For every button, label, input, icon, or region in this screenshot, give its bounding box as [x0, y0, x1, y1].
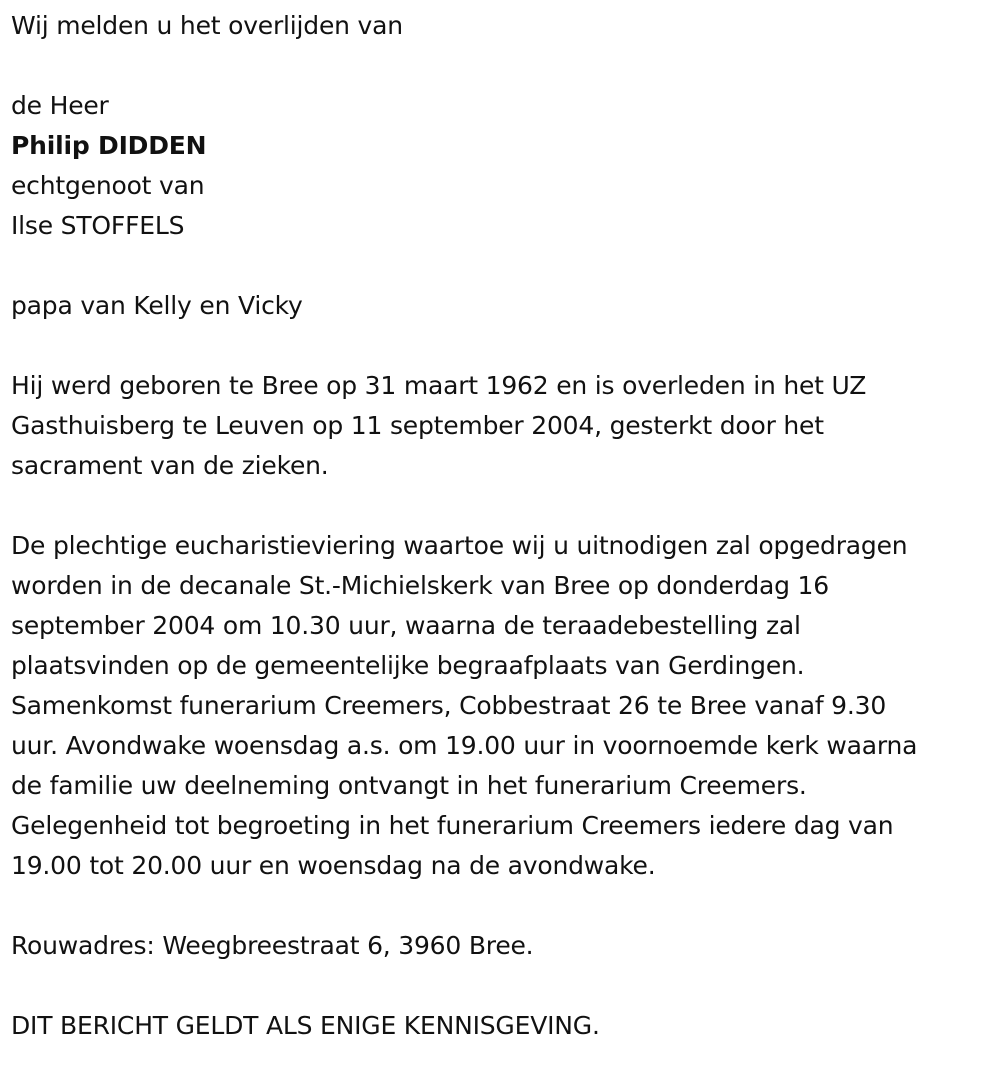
ceremony-paragraph [11, 526, 991, 886]
birth-death-paragraph [11, 366, 991, 486]
intro-text: Wij melden u het overlijden van [11, 11, 403, 40]
paragraph-line: worden in de decanale St.-Michielskerk van Bree op donderdag 16 [11, 571, 829, 600]
spacer [11, 966, 991, 1006]
spacer [11, 326, 991, 366]
deceased-name: Philip DIDDEN [11, 131, 207, 160]
spacer [11, 246, 991, 286]
paragraph-line: 19.00 tot 20.00 uur en woensdag na de avondwake. [11, 851, 656, 880]
salutation-text: de Heer [11, 91, 109, 120]
paragraph-line: De plechtige eucharistieviering waartoe wij u uitnodigen zal opgedragen [11, 531, 908, 560]
spouse-name: Ilse STOFFELS [11, 211, 185, 240]
paragraph-line: Hij werd geboren te Bree op 31 maart 1962 en is overleden in het UZ [11, 371, 867, 400]
paragraph-line: de familie uw deelneming ontvangt in het funerarium Creemers. [11, 771, 807, 800]
paragraph-line: plaatsvinden op de gemeentelijke begraafplaats van Gerdingen. [11, 651, 805, 680]
spouse-relation-text: echtgenoot van [11, 171, 205, 200]
closing-statement: DIT BERICHT GELDT ALS ENIGE KENNISGEVING. [11, 1011, 600, 1040]
mourning-address: Rouwadres: Weegbreestraat 6, 3960 Bree. [11, 931, 534, 960]
spacer [11, 486, 991, 526]
paragraph-line: september 2004 om 10.30 uur, waarna de teraadebestelling zal [11, 611, 801, 640]
paragraph-line: sacrament van de zieken. [11, 451, 329, 480]
paragraph-line: Gelegenheid tot begroeting in het funerarium Creemers iedere dag van [11, 811, 894, 840]
death-notice [11, 6, 991, 1046]
paragraph-line: Samenkomst funerarium Creemers, Cobbestraat 26 te Bree vanaf 9.30 [11, 691, 887, 720]
paragraph-line: uur. Avondwake woensdag a.s. om 19.00 uur in voornoemde kerk waarna [11, 731, 918, 760]
children-text: papa van Kelly en Vicky [11, 291, 303, 320]
paragraph-line: Gasthuisberg te Leuven op 11 september 2004, gesterkt door het [11, 411, 824, 440]
spacer [11, 886, 991, 926]
spacer [11, 46, 991, 86]
